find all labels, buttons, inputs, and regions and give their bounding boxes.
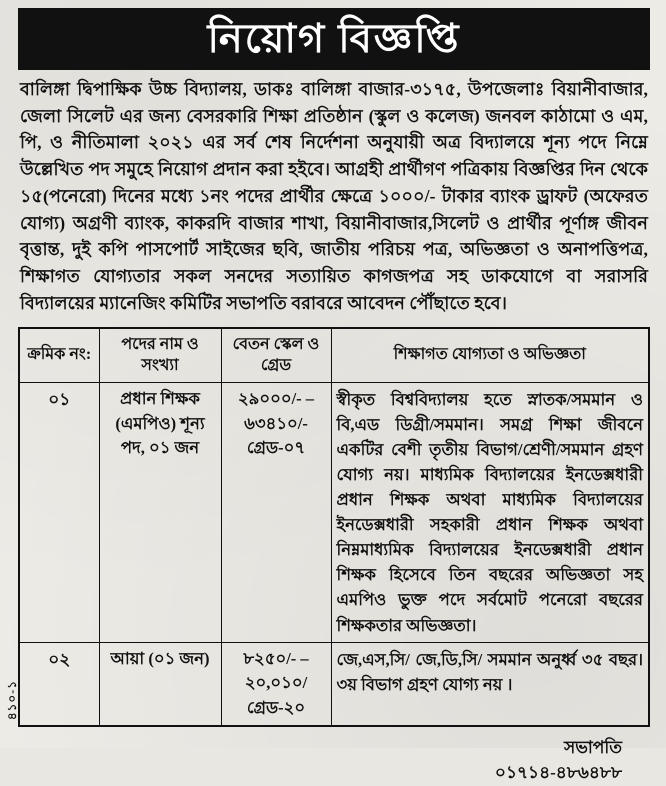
cell-serial: ০২ — [19, 642, 99, 726]
cell-qualification: স্বীকৃত বিশ্ববিদ্যালয় হতে স্নাতক/সমমান ও বি,এড ডিগ্রী/সমমান। সমগ্র শিক্ষা জীবনে একটির বেশী তৃতীয় বিভাগ/শ্রেণী/সমমান গ্রহণ যোগ্য নয়। মাধ্যমিক বিদ্যালয়ের ইনডেক্সধারী প্রধান শিক্ষক অথবা মাধ্যমিক বিদ্যালয়ের ইনডেক্সধারী সহকারী প্রধান শিক্ষক অথবা নিম্নমাধ্যমিক বিদ্যালয়ের ইনডেক্সধারী প্রধান শিক্ষক হিসেবে তিন বছরের অভিজ্ঞতা সহ এমপিও ভুক্ত পদে সর্বমোট পনেরো বছরের শিক্ষকতার অভিজ্ঞতা। — [331, 382, 649, 642]
table-row — [19, 642, 649, 726]
header-post-name: পদের নাম ও সংখ্যা — [99, 328, 221, 383]
table-row — [19, 382, 649, 642]
cell-pay-scale: ২৯০০০/- – ৬৩৪১০/- গ্রেড-০৭ — [221, 382, 331, 642]
cell-pay-scale: ৮২৫০/- – ২০,০১০/ গ্রেড-২০ — [221, 642, 331, 726]
footer-phone: ০১৭১৪-৪৮৬৪৮৮ — [494, 763, 622, 783]
cell-qualification: জে,এস,সি/ জে,ডি,সি/ সমমান অনুর্ধ্ব ৩৫ বছর। ৩য় বিভাগ গ্রহণ যোগ্য নয় । — [331, 642, 649, 726]
table-header-row — [19, 328, 649, 383]
cell-post-name: প্রধান শিক্ষক (এমপিও) শূন্য পদ, ০১ জন — [99, 382, 221, 642]
notice-body — [20, 76, 648, 317]
notice-body-paragraph: বালিঙ্গা দ্বিপাক্ষিক উচ্চ বিদ্যালয়, ডাকঃ বালিঙ্গা বাজার-৩১৭৫, উপজেলাঃ বিয়ানীবাজার, জেলা সিলেট এর জন্য বেসরকারি শিক্ষা প্রতিষ্ঠান (স্কুল ও কলেজ) জনবল কাঠামো ও এম, পি, ও নীতিমালা ২০২১ এর সর্ব শেষ নির্দেশনা অনুযায়ী অত্র বিদ্যালয়ে শূন্য পদে নিম্নে উল্লেখিত পদ সমুহে নিয়োগ প্রদান করা হইবে। আগ্রহী প্রার্থীগণ পত্রিকায় বিজ্ঞপ্তির দিন থেকে ১৫(পনেরো) দিনের মধ্যে ১নং পদের প্রার্থীর ক্ষেত্রে ১০০০/- টাকার ব্যাংক ড্রাফট (অফেরত যোগ্য) অগ্রণী ব্যাংক, কাকরদি বাজার শাখা, বিয়ানীবাজার,সিলেট ও প্রার্থীর পূর্ণাঙ্গ জীবন বৃত্তান্ত, দুই কপি পাসপোর্ট সাইজের ছবি, জাতীয় পরিচয় পত্র, অভিজ্ঞতা ও অনাপত্তিপত্র, শিক্ষাগত যোগ্যতার সকল সনদের সত্যায়িত কাগজপত্র সহ ডাকযোগে বা সরাসরি বিদ্যালয়ের ম্যানেজিং কমিটির সভাপতি বরাবরে আবেদন পৌঁছাতে হবে। — [20, 79, 648, 313]
vacancy-table — [18, 327, 650, 727]
header-pay-scale: বেতন স্কেল ও গ্রেড — [221, 328, 331, 383]
header-qualification: শিক্ষাগত যোগ্যতা ও অভিজ্ঞতা — [331, 328, 649, 383]
notice-content — [18, 8, 650, 783]
cell-serial: ০১ — [19, 382, 99, 642]
cell-post-name: আয়া (০১ জন) — [99, 642, 221, 726]
notice-footer — [18, 735, 650, 786]
notice-banner — [18, 8, 650, 70]
side-reference-code: ৪১০-১ — [5, 679, 19, 720]
header-serial: ক্রমিক নং: — [19, 328, 99, 383]
notice-title: নিয়োগ বিজ্ঞপ্তি — [207, 16, 461, 61]
footer-designation: সভাপতি — [564, 737, 622, 757]
